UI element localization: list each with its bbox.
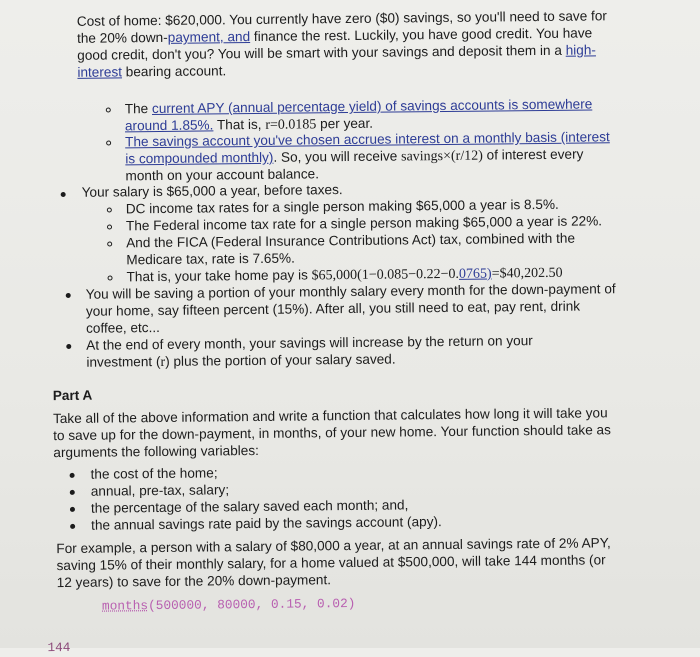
- apy-line-1: The current APY (annual percentage yield) of savings accounts is somewhere: [124, 96, 593, 117]
- arg-item: the annual savings rate paid by the savings account (apy).: [91, 514, 442, 533]
- link-down-payment[interactable]: payment, and: [167, 29, 251, 45]
- bullet: [66, 293, 71, 298]
- intro-line-1: Cost of home: $620,000. You currently have zero ($0) savings, so you'll need to save for: [76, 8, 607, 29]
- fica-line-2: Medicare tax, rate is 7.65%.: [126, 250, 295, 268]
- sub-bullet: [106, 140, 111, 145]
- code-example: months(500000, 80000, 0.15, 0.02): [101, 595, 356, 614]
- intro-line-4: interest bearing account.: [77, 63, 227, 80]
- federal-tax-line: The Federal income tax rate for a single person making $65,000 a year is 22%.: [125, 213, 603, 234]
- sub-bullet: [108, 275, 113, 280]
- bullet: [70, 473, 75, 478]
- save-line-1: You will be saving a portion of your monthly salary every month for the down-payment of: [85, 281, 616, 302]
- link-savings-account[interactable]: The savings account you've chosen accrues interest on a monthly basis (interest: [125, 129, 610, 150]
- bullet: [66, 344, 71, 349]
- take-home-line: That is, your take home pay is $65,000(1−0.085−0.22−0.0765)=$40,202.50: [126, 265, 563, 285]
- monthly-line-3: month on your account balance.: [125, 166, 320, 184]
- monthly-line-2: is compounded monthly). So, you will receive savings×(r/12) of interest every: [125, 146, 584, 167]
- salary-line: Your salary is $65,000 a year, before taxes.: [81, 182, 343, 200]
- arg-item: the cost of the home;: [90, 465, 218, 482]
- sub-bullet: [106, 107, 111, 112]
- sub-bullet: [107, 207, 112, 212]
- code-output: 144: [47, 639, 71, 656]
- bullet: [70, 507, 75, 512]
- example-line-3: 12 years) to save for the 20% down-payment.: [56, 572, 332, 591]
- part-a-line-2: to save up for the down-payment, in months, of your new home. Your function should take as: [53, 422, 611, 444]
- apy-line-2: around 1.85%. That is, r=0.0185 per year.: [124, 115, 374, 134]
- part-a-line-3: arguments the following variables:: [53, 442, 259, 461]
- intro-line-2: the 20% down-payment, and finance the rest. Luckily, you have good credit. You have: [76, 25, 593, 46]
- dc-tax-line: DC income tax rates for a single person making $65,000 a year is 8.5%.: [125, 196, 559, 217]
- sub-bullet: [107, 224, 112, 229]
- bullet: [61, 192, 66, 197]
- arg-item: the percentage of the salary saved each month; and,: [90, 497, 409, 516]
- end-line-1: At the end of every month, your savings will increase by the return on your: [86, 333, 533, 353]
- link-current-apy[interactable]: current APY (annual percentage yield) of savings accounts is somewhere: [151, 96, 593, 117]
- bullet: [70, 524, 75, 529]
- link-rate[interactable]: 0765): [458, 266, 492, 282]
- part-a-line-1: Take all of the above information and write a function that calculates how long it will take you: [52, 405, 608, 427]
- sub-bullet: [107, 241, 112, 246]
- part-a-heading: Part A: [52, 387, 93, 404]
- save-line-3: coffee, etc...: [85, 319, 160, 336]
- example-line-1: For example, a person with a salary of $80,000 a year, at an annual savings rate of 2% APY,: [56, 535, 611, 557]
- link-high-interest[interactable]: high-: [565, 42, 596, 58]
- save-line-2: your home, say fifteen percent (15%). After all, you still need to eat, pay rent, drink: [85, 298, 581, 319]
- link-interest[interactable]: interest: [77, 64, 123, 80]
- end-line-2: investment (r) plus the portion of your salary saved.: [86, 351, 396, 370]
- example-line-2: saving 15% of their monthly salary, for a home valued at $500,000, will take 144 months (or: [56, 552, 606, 574]
- arg-item: annual, pre-tax, salary;: [90, 482, 230, 499]
- intro-line-3: good credit, don't you? You will be smart with your savings and deposit them in a high-: [77, 42, 596, 63]
- link-around-rate[interactable]: around 1.85%.: [124, 117, 214, 134]
- link-compounded[interactable]: is compounded monthly): [125, 149, 274, 167]
- bullet: [70, 490, 75, 495]
- fica-line-1: And the FICA (Federal Insurance Contributions Act) tax, combined with the: [126, 230, 576, 251]
